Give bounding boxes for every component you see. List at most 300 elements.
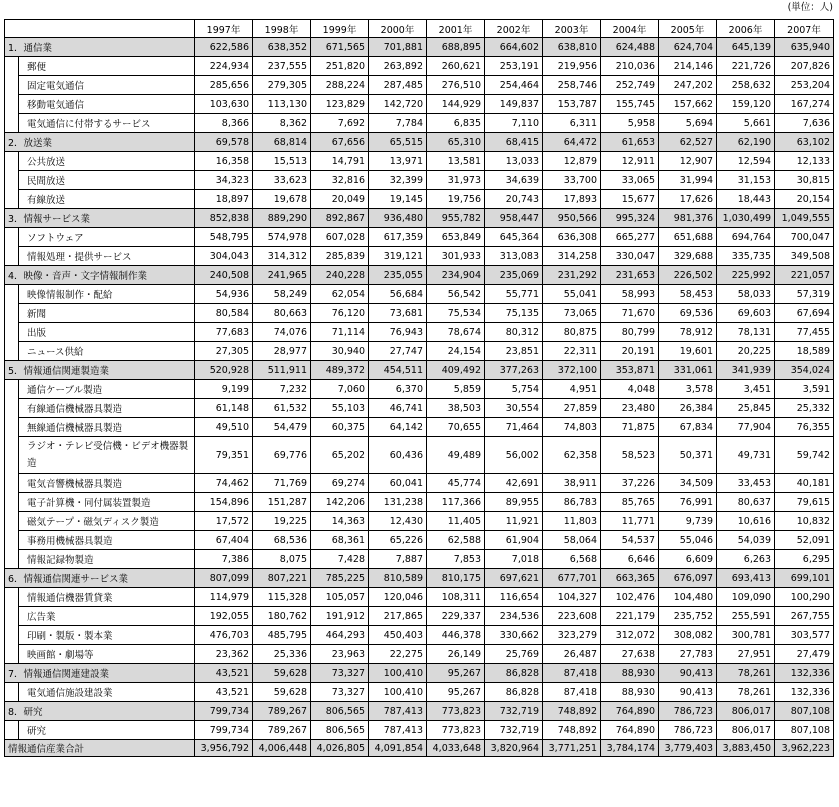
year-header: 2002年	[485, 20, 543, 38]
row-value: 17,626	[659, 190, 717, 209]
category-value: 699,101	[775, 569, 834, 588]
row-value: 64,142	[369, 418, 427, 437]
category-row	[5, 209, 834, 228]
row-value: 80,875	[543, 323, 601, 342]
row-value: 55,103	[311, 399, 369, 418]
row-value: 60,041	[369, 474, 427, 493]
row-value: 285,656	[195, 76, 253, 95]
row-value: 154,896	[195, 493, 253, 512]
row-value: 446,378	[427, 626, 485, 645]
category-row	[5, 569, 834, 588]
row-value: 55,041	[543, 285, 601, 304]
category-value: 645,139	[717, 38, 775, 57]
table-row	[5, 531, 834, 550]
row-value: 26,487	[543, 645, 601, 664]
category-value: 958,447	[485, 209, 543, 228]
row-value: 219,956	[543, 57, 601, 76]
category-row	[5, 133, 834, 152]
row-value: 61,532	[253, 399, 311, 418]
table-row	[5, 626, 834, 645]
category-value: 1,030,499	[717, 209, 775, 228]
row-value: 103,630	[195, 95, 253, 114]
row-value: 308,082	[659, 626, 717, 645]
category-value: 785,225	[311, 569, 369, 588]
row-value: 7,232	[253, 380, 311, 399]
category-value: 806,565	[311, 702, 369, 721]
row-value: 7,018	[485, 550, 543, 569]
category-value: 955,782	[427, 209, 485, 228]
row-value: 485,795	[253, 626, 311, 645]
row-label: 広告業	[19, 607, 195, 626]
employment-table	[4, 19, 834, 757]
category-value: 663,365	[601, 569, 659, 588]
row-value: 54,936	[195, 285, 253, 304]
row-value: 71,769	[253, 474, 311, 493]
table-row	[5, 114, 834, 133]
row-value: 61,148	[195, 399, 253, 418]
row-value: 786,723	[659, 721, 717, 740]
row-value: 548,795	[195, 228, 253, 247]
row-value: 6,295	[775, 550, 834, 569]
row-value: 151,287	[253, 493, 311, 512]
row-value: 4,951	[543, 380, 601, 399]
category-value: 87,418	[543, 664, 601, 683]
category-value: 65,515	[369, 133, 427, 152]
row-value: 80,312	[485, 323, 543, 342]
row-value: 267,755	[775, 607, 834, 626]
row-value: 23,963	[311, 645, 369, 664]
row-value: 69,603	[717, 304, 775, 323]
indent-cell	[5, 588, 19, 664]
row-value: 7,636	[775, 114, 834, 133]
row-value: 258,632	[717, 76, 775, 95]
row-value: 20,191	[601, 342, 659, 361]
row-value: 27,305	[195, 342, 253, 361]
category-value: 132,336	[775, 664, 834, 683]
row-value: 76,120	[311, 304, 369, 323]
row-value: 11,771	[601, 512, 659, 531]
row-value: 105,057	[311, 588, 369, 607]
category-row	[5, 361, 834, 380]
row-value: 607,028	[311, 228, 369, 247]
row-value: 304,043	[195, 247, 253, 266]
total-row	[5, 740, 834, 757]
table-row	[5, 493, 834, 512]
row-value: 86,783	[543, 493, 601, 512]
category-value: 748,892	[543, 702, 601, 721]
row-value: 806,017	[717, 721, 775, 740]
row-value: 258,746	[543, 76, 601, 95]
indent-cell	[5, 152, 19, 209]
row-value: 22,311	[543, 342, 601, 361]
row-value: 6,609	[659, 550, 717, 569]
row-value: 104,327	[543, 588, 601, 607]
row-value: 255,591	[717, 607, 775, 626]
row-value: 58,993	[601, 285, 659, 304]
category-value: 936,480	[369, 209, 427, 228]
row-value: 25,336	[253, 645, 311, 664]
category-value: 624,704	[659, 38, 717, 57]
row-value: 114,979	[195, 588, 253, 607]
row-value: 19,601	[659, 342, 717, 361]
row-value: 237,555	[253, 57, 311, 76]
row-value: 7,428	[311, 550, 369, 569]
row-label: 映像情報制作・配給	[19, 285, 195, 304]
category-value: 62,190	[717, 133, 775, 152]
row-label: 研究	[19, 721, 195, 740]
category-value: 892,867	[311, 209, 369, 228]
row-value: 13,033	[485, 152, 543, 171]
total-value: 4,006,448	[253, 740, 311, 757]
row-value: 4,048	[601, 380, 659, 399]
row-value: 787,413	[369, 721, 427, 740]
row-label: 公共放送	[19, 152, 195, 171]
category-value: 773,823	[427, 702, 485, 721]
row-value: 748,892	[543, 721, 601, 740]
row-value: 61,904	[485, 531, 543, 550]
row-value: 617,359	[369, 228, 427, 247]
row-value: 167,274	[775, 95, 834, 114]
row-value: 49,489	[427, 437, 485, 474]
row-value: 25,332	[775, 399, 834, 418]
category-value: 73,327	[311, 664, 369, 683]
row-value: 117,366	[427, 493, 485, 512]
row-value: 7,060	[311, 380, 369, 399]
row-value: 22,275	[369, 645, 427, 664]
category-row	[5, 266, 834, 285]
row-value: 69,536	[659, 304, 717, 323]
row-value: 59,628	[253, 683, 311, 702]
row-value: 33,623	[253, 171, 311, 190]
row-value: 313,083	[485, 247, 543, 266]
row-value: 15,677	[601, 190, 659, 209]
row-value: 12,907	[659, 152, 717, 171]
row-value: 40,181	[775, 474, 834, 493]
total-value: 3,779,403	[659, 740, 717, 757]
row-label: 出版	[19, 323, 195, 342]
row-value: 464,293	[311, 626, 369, 645]
total-value: 3,956,792	[195, 740, 253, 757]
category-value: 100,410	[369, 664, 427, 683]
indent-cell	[5, 683, 19, 702]
indent-cell	[5, 228, 19, 266]
category-value: 664,602	[485, 38, 543, 57]
header-corner	[5, 20, 195, 38]
row-value: 58,453	[659, 285, 717, 304]
category-value: 622,586	[195, 38, 253, 57]
category-value: 638,352	[253, 38, 311, 57]
total-value: 3,883,450	[717, 740, 775, 757]
row-label: 無線通信機械器具製造	[19, 418, 195, 437]
row-value: 5,694	[659, 114, 717, 133]
category-value: 807,099	[195, 569, 253, 588]
row-value: 10,616	[717, 512, 775, 531]
category-value: 235,055	[369, 266, 427, 285]
row-value: 157,662	[659, 95, 717, 114]
table-row	[5, 588, 834, 607]
category-value: 78,261	[717, 664, 775, 683]
row-value: 89,955	[485, 493, 543, 512]
category-value: 64,472	[543, 133, 601, 152]
category-value: 235,069	[485, 266, 543, 285]
row-label: 印刷・製版・製本業	[19, 626, 195, 645]
row-value: 56,002	[485, 437, 543, 474]
row-value: 224,934	[195, 57, 253, 76]
row-value: 80,799	[601, 323, 659, 342]
year-header: 1999年	[311, 20, 369, 38]
category-value: 86,828	[485, 664, 543, 683]
row-value: 42,691	[485, 474, 543, 493]
row-value: 79,351	[195, 437, 253, 474]
row-value: 100,290	[775, 588, 834, 607]
row-value: 217,865	[369, 607, 427, 626]
row-value: 20,743	[485, 190, 543, 209]
row-value: 113,130	[253, 95, 311, 114]
row-value: 192,055	[195, 607, 253, 626]
category-value: 732,719	[485, 702, 543, 721]
category-value: 677,701	[543, 569, 601, 588]
row-value: 25,845	[717, 399, 775, 418]
category-value: 62,527	[659, 133, 717, 152]
row-label: 郵便	[19, 57, 195, 76]
row-value: 3,591	[775, 380, 834, 399]
row-label: ニュース供給	[19, 342, 195, 361]
row-label: ソフトウェア	[19, 228, 195, 247]
row-value: 20,154	[775, 190, 834, 209]
category-value: 68,814	[253, 133, 311, 152]
row-value: 11,405	[427, 512, 485, 531]
row-value: 33,065	[601, 171, 659, 190]
total-value: 3,771,251	[543, 740, 601, 757]
category-value: 635,940	[775, 38, 834, 57]
row-value: 235,752	[659, 607, 717, 626]
row-value: 74,076	[253, 323, 311, 342]
row-value: 54,039	[717, 531, 775, 550]
indent-cell	[5, 721, 19, 740]
row-value: 30,940	[311, 342, 369, 361]
row-value: 45,774	[427, 474, 485, 493]
category-value: 226,502	[659, 266, 717, 285]
row-value: 49,731	[717, 437, 775, 474]
row-label: 磁気テープ・磁気ディスク製造	[19, 512, 195, 531]
row-label: 有線放送	[19, 190, 195, 209]
row-value: 144,929	[427, 95, 485, 114]
row-value: 73,065	[543, 304, 601, 323]
category-label: 6．情報通信関連サービス業	[5, 569, 195, 588]
row-value: 67,694	[775, 304, 834, 323]
row-value: 807,108	[775, 721, 834, 740]
row-value: 80,584	[195, 304, 253, 323]
category-value: 65,310	[427, 133, 485, 152]
row-label: 電気音響機械器具製造	[19, 474, 195, 493]
row-value: 37,226	[601, 474, 659, 493]
category-label: 3．情報サービス業	[5, 209, 195, 228]
category-value: 889,290	[253, 209, 311, 228]
category-value: 810,175	[427, 569, 485, 588]
row-value: 303,577	[775, 626, 834, 645]
row-label: 情報通信機器賃貸業	[19, 588, 195, 607]
row-value: 223,608	[543, 607, 601, 626]
row-value: 26,149	[427, 645, 485, 664]
row-value: 323,279	[543, 626, 601, 645]
indent-cell	[5, 380, 19, 569]
row-label: 民間放送	[19, 171, 195, 190]
category-value: 950,566	[543, 209, 601, 228]
row-value: 806,565	[311, 721, 369, 740]
row-value: 115,328	[253, 588, 311, 607]
row-value: 23,480	[601, 399, 659, 418]
category-value: 372,100	[543, 361, 601, 380]
row-value: 73,681	[369, 304, 427, 323]
table-row	[5, 683, 834, 702]
row-label: 情報処理・提供サービス	[19, 247, 195, 266]
row-value: 74,803	[543, 418, 601, 437]
row-value: 73,327	[311, 683, 369, 702]
table-row	[5, 247, 834, 266]
category-value: 995,324	[601, 209, 659, 228]
category-value: 341,939	[717, 361, 775, 380]
row-value: 14,791	[311, 152, 369, 171]
category-value: 697,621	[485, 569, 543, 588]
row-value: 799,734	[195, 721, 253, 740]
row-value: 15,513	[253, 152, 311, 171]
row-value: 251,820	[311, 57, 369, 76]
row-value: 6,646	[601, 550, 659, 569]
row-value: 87,418	[543, 683, 601, 702]
row-value: 23,362	[195, 645, 253, 664]
row-value: 26,384	[659, 399, 717, 418]
category-value: 786,723	[659, 702, 717, 721]
row-value: 27,747	[369, 342, 427, 361]
row-value: 5,754	[485, 380, 543, 399]
category-value: 789,267	[253, 702, 311, 721]
table-row	[5, 418, 834, 437]
row-value: 312,072	[601, 626, 659, 645]
row-value: 450,403	[369, 626, 427, 645]
row-value: 62,588	[427, 531, 485, 550]
category-label: 2．放送業	[5, 133, 195, 152]
row-value: 78,674	[427, 323, 485, 342]
row-value: 58,249	[253, 285, 311, 304]
row-value: 254,464	[485, 76, 543, 95]
row-value: 247,202	[659, 76, 717, 95]
row-value: 59,742	[775, 437, 834, 474]
indent-cell	[5, 57, 19, 133]
category-value: 234,904	[427, 266, 485, 285]
row-value: 18,897	[195, 190, 253, 209]
table-row	[5, 399, 834, 418]
row-value: 253,204	[775, 76, 834, 95]
row-value: 20,225	[717, 342, 775, 361]
row-value: 50,371	[659, 437, 717, 474]
row-value: 159,120	[717, 95, 775, 114]
row-value: 27,859	[543, 399, 601, 418]
row-value: 180,762	[253, 607, 311, 626]
year-header: 1997年	[195, 20, 253, 38]
row-value: 155,745	[601, 95, 659, 114]
header-row	[5, 20, 834, 38]
row-label: 固定電気通信	[19, 76, 195, 95]
row-value: 12,430	[369, 512, 427, 531]
row-label: 事務用機械器具製造	[19, 531, 195, 550]
row-value: 69,776	[253, 437, 311, 474]
row-value: 34,639	[485, 171, 543, 190]
row-value: 6,568	[543, 550, 601, 569]
category-label: 1．通信業	[5, 38, 195, 57]
row-value: 142,206	[311, 493, 369, 512]
category-value: 799,734	[195, 702, 253, 721]
row-value: 75,534	[427, 304, 485, 323]
row-value: 19,145	[369, 190, 427, 209]
category-value: 68,415	[485, 133, 543, 152]
row-value: 108,311	[427, 588, 485, 607]
row-value: 77,904	[717, 418, 775, 437]
row-value: 330,662	[485, 626, 543, 645]
row-value: 7,692	[311, 114, 369, 133]
row-value: 789,267	[253, 721, 311, 740]
row-value: 214,146	[659, 57, 717, 76]
category-value: 231,292	[543, 266, 601, 285]
category-value: 688,895	[427, 38, 485, 57]
row-value: 68,536	[253, 531, 311, 550]
category-value: 807,108	[775, 702, 834, 721]
category-label: 4．映像・音声・文字情報制作業	[5, 266, 195, 285]
row-value: 773,823	[427, 721, 485, 740]
row-value: 78,131	[717, 323, 775, 342]
row-value: 78,912	[659, 323, 717, 342]
year-header: 2001年	[427, 20, 485, 38]
row-value: 13,971	[369, 152, 427, 171]
row-value: 700,047	[775, 228, 834, 247]
row-label: 情報記録物製造	[19, 550, 195, 569]
year-header: 2003年	[543, 20, 601, 38]
row-value: 76,943	[369, 323, 427, 342]
row-value: 102,476	[601, 588, 659, 607]
row-value: 38,911	[543, 474, 601, 493]
row-value: 75,135	[485, 304, 543, 323]
indent-cell	[5, 285, 19, 361]
row-value: 54,479	[253, 418, 311, 437]
category-value: 764,890	[601, 702, 659, 721]
year-header: 2000年	[369, 20, 427, 38]
row-value: 18,589	[775, 342, 834, 361]
row-value: 77,455	[775, 323, 834, 342]
category-value: 807,221	[253, 569, 311, 588]
row-value: 54,537	[601, 531, 659, 550]
row-value: 56,542	[427, 285, 485, 304]
category-value: 810,589	[369, 569, 427, 588]
row-value: 19,225	[253, 512, 311, 531]
category-value: 511,911	[253, 361, 311, 380]
row-value: 43,521	[195, 683, 253, 702]
row-value: 18,443	[717, 190, 775, 209]
table-row	[5, 95, 834, 114]
table-row	[5, 607, 834, 626]
total-label: 情報通信産業合計	[5, 740, 195, 757]
row-value: 49,510	[195, 418, 253, 437]
row-value: 732,719	[485, 721, 543, 740]
total-value: 3,784,174	[601, 740, 659, 757]
category-row	[5, 664, 834, 683]
category-value: 240,508	[195, 266, 253, 285]
row-value: 34,509	[659, 474, 717, 493]
category-value: 852,838	[195, 209, 253, 228]
row-value: 5,859	[427, 380, 485, 399]
row-value: 8,362	[253, 114, 311, 133]
row-value: 7,887	[369, 550, 427, 569]
row-value: 57,319	[775, 285, 834, 304]
row-value: 27,783	[659, 645, 717, 664]
